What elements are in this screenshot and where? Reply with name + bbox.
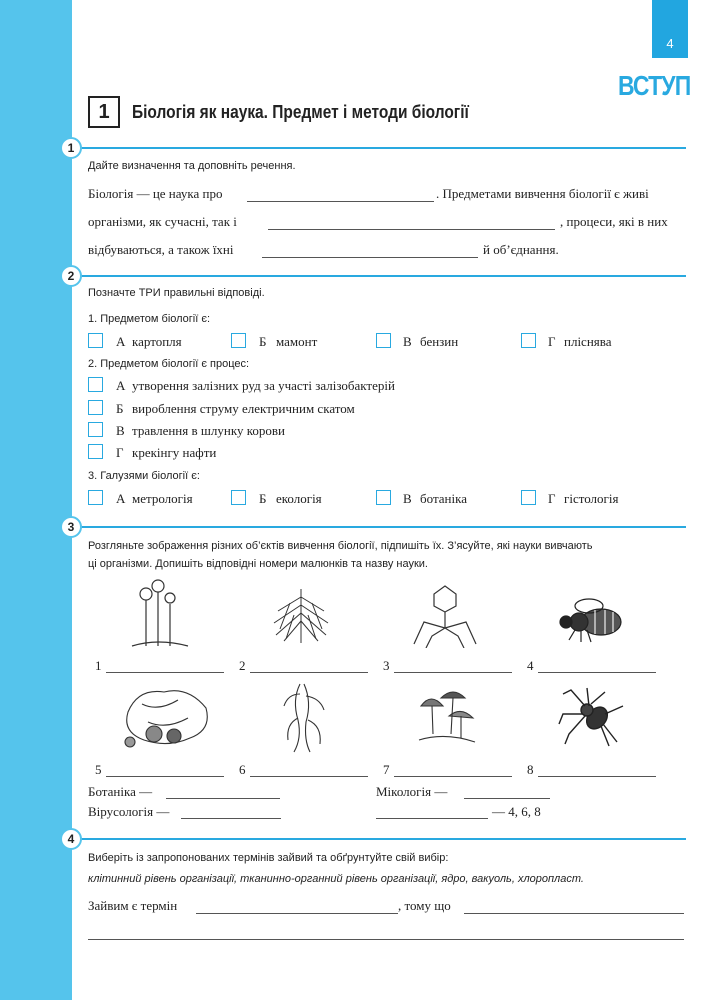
task2-instruction: Позначте ТРИ правильні відповіді. bbox=[88, 287, 265, 299]
checkbox[interactable] bbox=[231, 333, 246, 348]
checkbox[interactable] bbox=[88, 333, 103, 348]
option-letter: В bbox=[116, 423, 125, 438]
option-text: гістологія bbox=[564, 491, 619, 506]
task-number: 1 bbox=[60, 137, 82, 159]
task3-instruction-line2: ці організми. Допишіть відповідні номери малюнків та назву науки. bbox=[88, 558, 428, 570]
option-text: екологія bbox=[276, 491, 322, 506]
checkbox[interactable] bbox=[88, 490, 103, 505]
checkbox[interactable] bbox=[88, 377, 103, 392]
answer-blank[interactable] bbox=[247, 190, 434, 202]
bee-picture bbox=[555, 594, 627, 644]
answer-blank[interactable] bbox=[538, 765, 656, 777]
spider-picture bbox=[557, 684, 629, 748]
option-letter: Б bbox=[259, 491, 267, 506]
botany-label: Ботаніка — bbox=[88, 784, 153, 799]
answer-blank[interactable] bbox=[106, 765, 224, 777]
sentence-part: Зайвим є термін bbox=[88, 898, 178, 913]
section-title: ВСТУП bbox=[618, 70, 691, 101]
answer-blank[interactable] bbox=[394, 765, 512, 777]
answer-blank[interactable] bbox=[250, 765, 368, 777]
option-letter: Г bbox=[548, 491, 556, 506]
answer-blank[interactable] bbox=[262, 246, 478, 258]
answer-line[interactable] bbox=[88, 928, 684, 940]
option-text: метрологія bbox=[132, 491, 193, 506]
option-letter: А bbox=[116, 334, 126, 349]
mushrooms-picture bbox=[415, 684, 477, 748]
option-text: ботаніка bbox=[420, 491, 468, 506]
option-text: бензин bbox=[420, 334, 459, 349]
option-text: вироблення струму електричним скатом bbox=[132, 401, 355, 416]
checkbox[interactable] bbox=[376, 490, 391, 505]
picture-label: 8 bbox=[527, 762, 534, 777]
picture-label: 3 bbox=[383, 658, 390, 673]
answer-blank[interactable] bbox=[464, 787, 550, 799]
task-number: 4 bbox=[60, 828, 82, 850]
answer-blank[interactable] bbox=[538, 661, 656, 673]
answer-numbers: — 4, 6, 8 bbox=[492, 804, 541, 819]
task4-instruction: Виберіть із запропонованих термінів зайвий та обґрунтуйте свій вибір: bbox=[88, 852, 449, 864]
answer-blank[interactable] bbox=[464, 902, 684, 914]
option-text: картопля bbox=[132, 334, 182, 349]
answer-blank[interactable] bbox=[166, 787, 280, 799]
task-divider bbox=[72, 526, 686, 528]
option-letter: В bbox=[403, 491, 412, 506]
task4-terms: клітинний рівень організації, тканинно-органний рівень організації, ядро, вакуоль, хлоропласт. bbox=[88, 873, 584, 885]
answer-blank[interactable] bbox=[250, 661, 368, 673]
checkbox[interactable] bbox=[88, 400, 103, 415]
mold-picture bbox=[128, 578, 192, 650]
option-text: пліснява bbox=[564, 334, 612, 349]
lesson-number: 1 bbox=[88, 96, 120, 128]
question-1: 1. Предметом біології є: bbox=[88, 313, 211, 325]
mycology-label: Мікологія — bbox=[376, 784, 448, 799]
checkbox[interactable] bbox=[376, 333, 391, 348]
answer-blank[interactable] bbox=[376, 807, 488, 819]
task-number: 3 bbox=[60, 516, 82, 538]
lesson-title: Біологія як наука. Предмет і методи біології bbox=[132, 102, 469, 122]
option-letter: Г bbox=[116, 445, 124, 460]
question-3: 3. Галузями біології є: bbox=[88, 470, 200, 482]
task1-instruction: Дайте визначення та доповніть речення. bbox=[88, 160, 296, 172]
checkbox[interactable] bbox=[231, 490, 246, 505]
picture-label: 1 bbox=[95, 658, 102, 673]
option-text: крекінгу нафти bbox=[132, 445, 217, 460]
page-number: 4 bbox=[652, 0, 688, 58]
picture-label: 4 bbox=[527, 658, 534, 673]
checkbox[interactable] bbox=[521, 490, 536, 505]
option-letter: А bbox=[116, 491, 126, 506]
option-text: травлення в шлунку корови bbox=[132, 423, 285, 438]
option-letter: Г bbox=[548, 334, 556, 349]
answer-blank[interactable] bbox=[394, 661, 512, 673]
option-letter: Б bbox=[259, 334, 267, 349]
picture-label: 2 bbox=[239, 658, 246, 673]
sentence-part: й об’єднання. bbox=[483, 242, 559, 257]
option-letter: Б bbox=[116, 401, 124, 416]
answer-blank[interactable] bbox=[181, 807, 281, 819]
task-divider bbox=[72, 147, 686, 149]
sentence-part: . Предметами вивчення біології є живі bbox=[436, 186, 649, 201]
virology-label: Вірусологія — bbox=[88, 804, 170, 819]
sentence-part: Біологія — це наука про bbox=[88, 186, 223, 201]
sentence-part: організми, як сучасні, так і bbox=[88, 214, 237, 229]
answer-blank[interactable] bbox=[196, 902, 398, 914]
checkbox[interactable] bbox=[88, 422, 103, 437]
question-2: 2. Предметом біології є процес: bbox=[88, 358, 250, 370]
sentence-part: , тому що bbox=[398, 898, 451, 913]
option-text: утворення залізних руд за участі залізобактерій bbox=[132, 378, 395, 393]
sentence-part: , процеси, які в них bbox=[560, 214, 668, 229]
horsetail-picture bbox=[270, 585, 332, 645]
answer-blank[interactable] bbox=[268, 218, 555, 230]
option-letter: А bbox=[116, 378, 126, 393]
option-text: мамонт bbox=[276, 334, 318, 349]
picture-label: 5 bbox=[95, 762, 102, 777]
bacteriophage-picture bbox=[410, 582, 480, 648]
root-picture bbox=[278, 680, 330, 754]
sentence-part: відбуваються, а також їхні bbox=[88, 242, 234, 257]
lichen-picture bbox=[118, 682, 214, 752]
task3-instruction-line1: Розгляньте зображення різних об’єктів вивчення біології, підпишіть їх. З’ясуйте, які науки вивчають bbox=[88, 540, 593, 552]
task-divider bbox=[72, 275, 686, 277]
task-number: 2 bbox=[60, 265, 82, 287]
option-letter: В bbox=[403, 334, 412, 349]
picture-label: 6 bbox=[239, 762, 246, 777]
checkbox[interactable] bbox=[521, 333, 536, 348]
task-divider bbox=[72, 838, 686, 840]
checkbox[interactable] bbox=[88, 444, 103, 459]
answer-blank[interactable] bbox=[106, 661, 224, 673]
picture-label: 7 bbox=[383, 762, 390, 777]
